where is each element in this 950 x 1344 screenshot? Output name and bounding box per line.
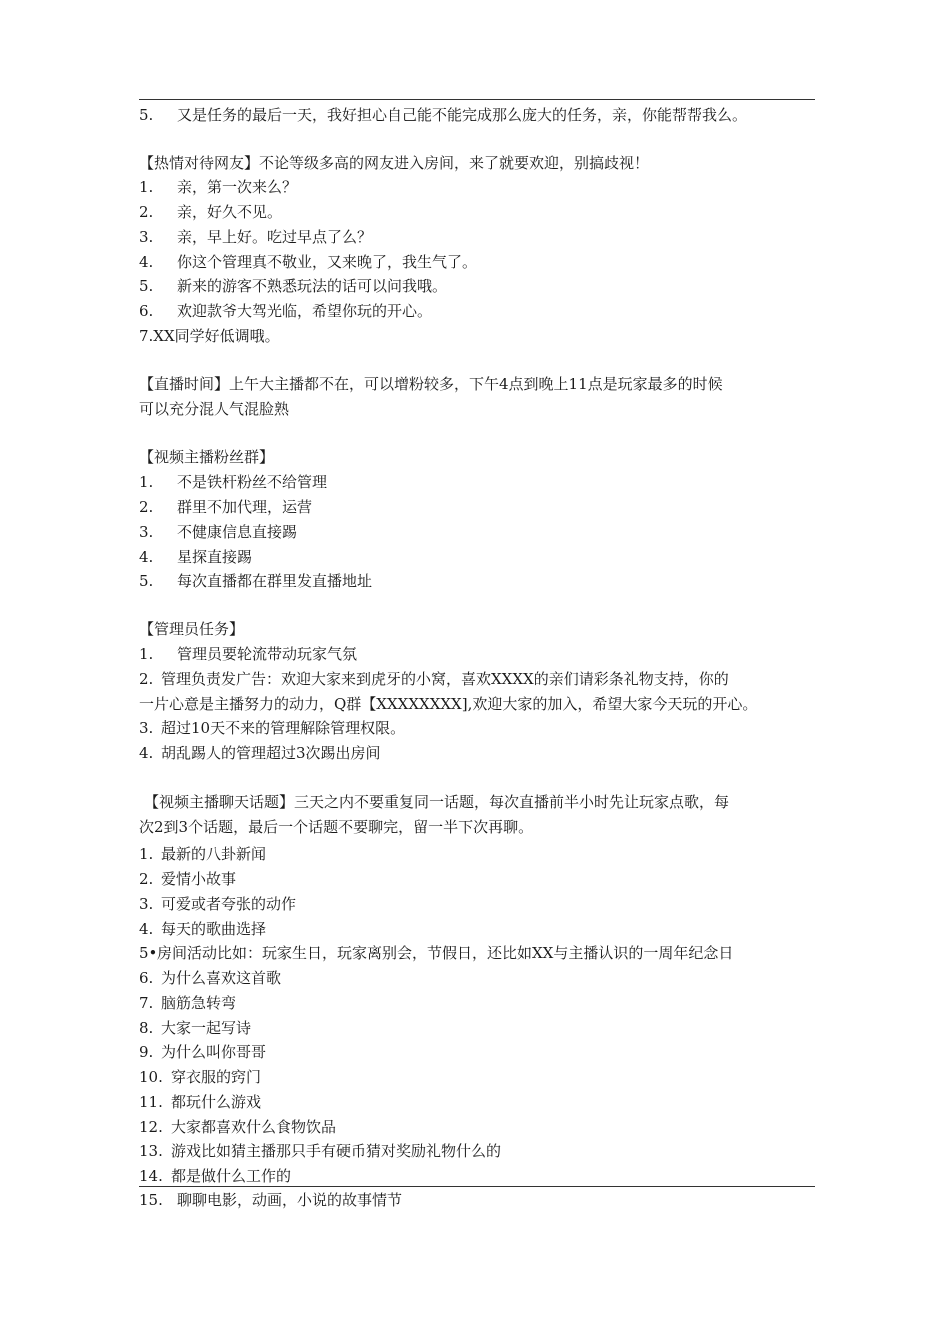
list-item: 4. 每天的歌曲选择: [139, 920, 267, 938]
list-item: 12. 大家都喜欢什么食物饮品: [139, 1118, 337, 1136]
section-heading-admin: 【管理员任务】: [139, 620, 245, 638]
list-item: 3. 超过10天不来的管理解除管理权限。: [139, 719, 406, 737]
list-text: 又是任务的最后一天，我好担心自己能不能完成那么庞大的任务，亲，你能帮帮我么。: [177, 106, 748, 124]
list-item: 8. 大家一起写诗: [139, 1019, 252, 1037]
footer-rule: [139, 1186, 815, 1187]
list-item: 2. 爱情小故事: [139, 870, 237, 888]
list-item: 2. 群里不加代理，运营: [139, 498, 313, 516]
list-item: 10. 穿衣服的窍门: [139, 1068, 262, 1086]
list-item: 2. 管理负责发广告：欢迎大家来到虎牙的小窝，喜欢XXXX的亲们请彩条礼物支持，你的: [139, 670, 729, 688]
list-item: 14. 都是做什么工作的: [139, 1167, 292, 1185]
list-item: [139, 104, 747, 126]
list-item: 1. 不是铁杆粉丝不给管理: [139, 473, 328, 491]
list-item: 1. 管理员要轮流带动玩家气氛: [139, 645, 358, 663]
list-item: 1. 最新的八卦新闻: [139, 845, 267, 863]
list-item: 1. 亲，第一次来么？: [139, 178, 298, 196]
list-number: 5.: [139, 106, 154, 124]
list-item: 13. 游戏比如猜主播那只手有硬币猜对奖励礼物什么的: [139, 1142, 502, 1160]
section-heading-fans: 【视频主播粉丝群】: [139, 448, 275, 466]
list-item: 2. 亲，好久不见。: [139, 203, 283, 221]
section-heading-topics: 【视频主播聊天话题】三天之内不要重复同一话题，每次直播前半小时先让玩家点歌，每: [144, 793, 730, 811]
list-item: 5. 每次直播都在群里发直播地址: [139, 572, 373, 590]
list-item: 4. 你这个管理真不敬业，又来晚了，我生气了。: [139, 253, 478, 271]
list-item: 9. 为什么叫你哥哥: [139, 1043, 267, 1061]
section-heading-greet: 【热情对待网友】不论等级多高的网友进入房间，来了就要欢迎，别搞歧视！: [139, 154, 650, 172]
list-item: 4. 星探直接踢: [139, 548, 253, 566]
list-item: 6. 欢迎款爷大驾光临，希望你玩的开心。: [139, 302, 433, 320]
list-item: 7. 脑筋急转弯: [139, 994, 237, 1012]
list-item: 3. 不健康信息直接踢: [139, 523, 298, 541]
list-item: 3. 亲，早上好。吃过早点了么？: [139, 228, 373, 246]
list-item: 6. 为什么喜欢这首歌: [139, 969, 282, 987]
list-item: 4. 胡乱踢人的管理超过3次踢出房间: [139, 744, 381, 762]
list-item: 7.XX同学好低调哦。: [139, 327, 280, 345]
paragraph-line: 可以充分混人气混脸熟: [139, 400, 290, 418]
header-rule: [139, 99, 815, 100]
paragraph-line: 一片心意是主播努力的动力，Q群【XXXXXXXX],欢迎大家的加入，希望大家今天玩的开心。: [139, 695, 758, 713]
list-item: 5. 新来的游客不熟悉玩法的话可以问我哦。: [139, 277, 448, 295]
list-item: 11. 都玩什么游戏: [139, 1093, 262, 1111]
list-item: 3. 可爱或者夸张的动作: [139, 895, 297, 913]
paragraph-line: 次2到3个话题，最后一个话题不要聊完，留一半下次再聊。: [139, 818, 534, 836]
list-item: 15. 聊聊电影，动画，小说的故事情节: [139, 1191, 403, 1209]
section-heading-time: 【直播时间】上午大主播都不在，可以增粉较多，下午4点到晚上11点是玩家最多的时候: [139, 375, 723, 393]
list-item: 5•房间活动比如：玩家生日，玩家离别会，节假日，还比如XX与主播认识的一周年纪念日: [139, 944, 734, 962]
